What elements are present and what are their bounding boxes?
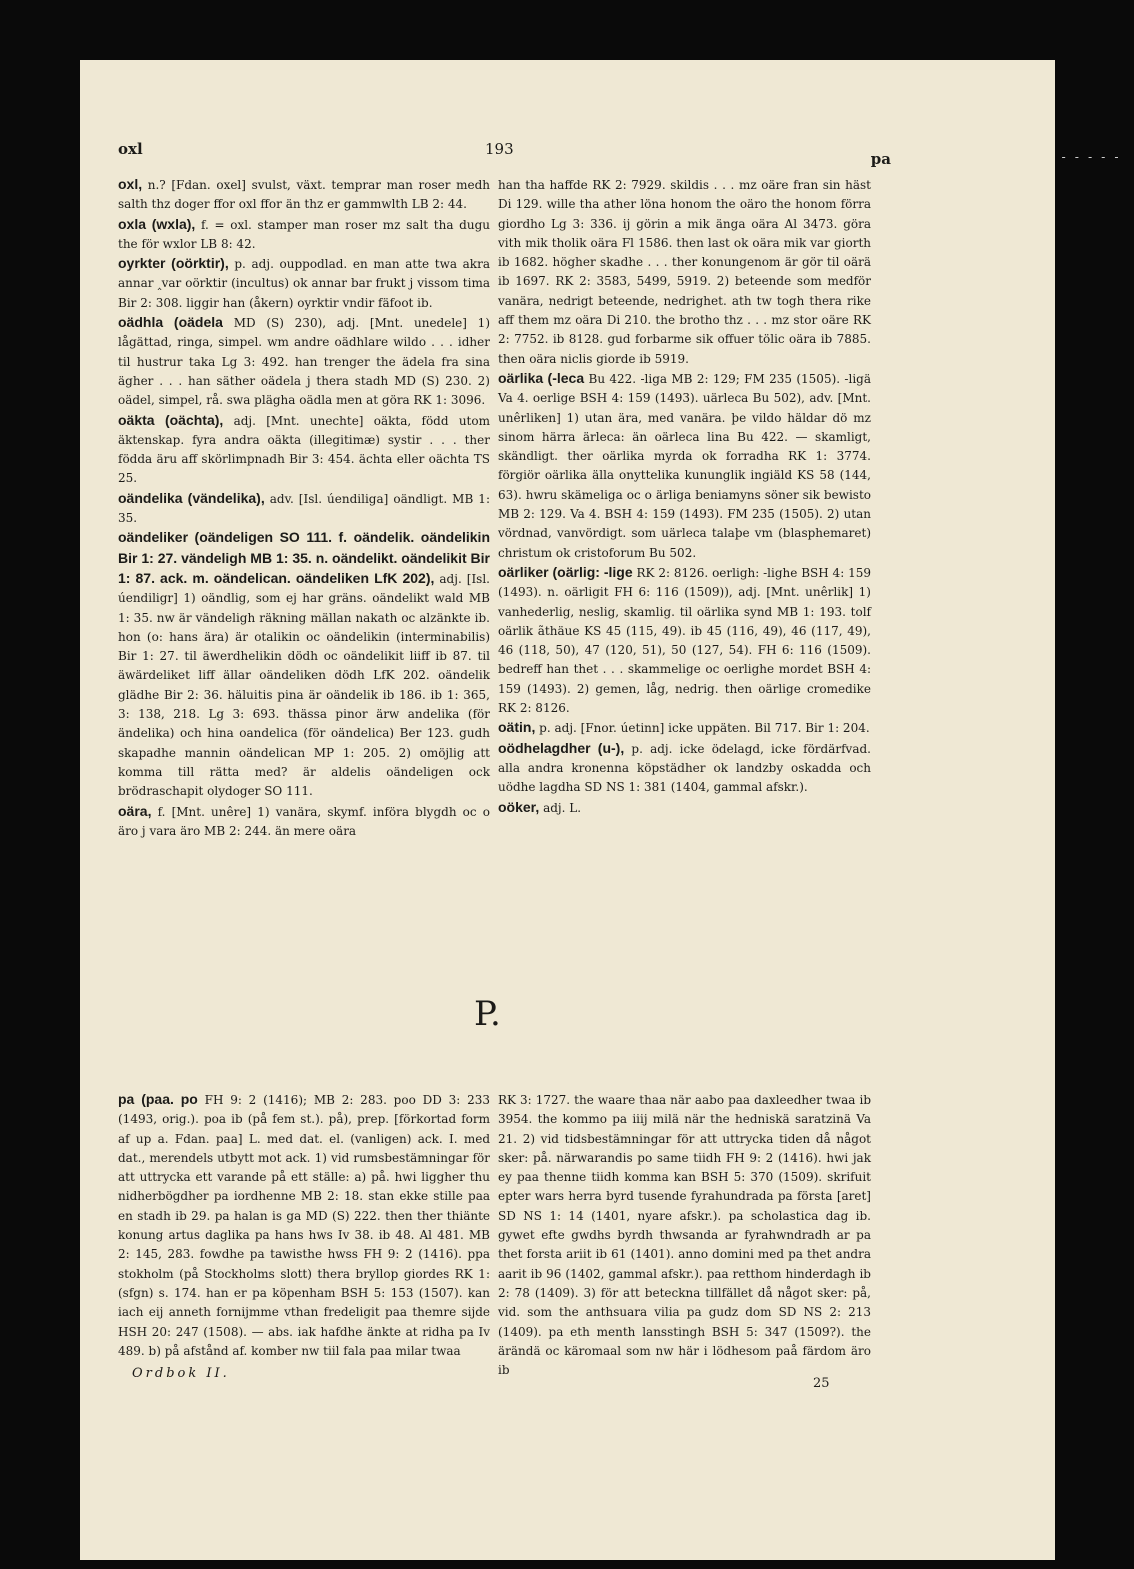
- entry-body: f. [Mnt. unêre] 1) vanära, skymf. införa blygdh oc o äro j vara äro MB 2: 244. än mere oära: [118, 804, 490, 838]
- dictionary-entry: [118, 175, 490, 215]
- dictionary-entry: [498, 563, 871, 718]
- headword: pa (paa. po: [118, 1091, 198, 1107]
- headword: oöker,: [498, 798, 540, 815]
- headword: oäkta (oächta),: [118, 411, 224, 428]
- dictionary-entry: [498, 369, 871, 563]
- dictionary-entry: [118, 489, 490, 529]
- headword: oändelika (vändelika),: [118, 489, 265, 506]
- entry-body: Bu 422. -liga MB 2: 129; FM 235 (1505). -ligä Va 4. oerlige BSH 4: 159 (1493). uärleca Bu 502), adv. [Mnt. unêrliken] 1) utan ära, med vanära. þe vildo häldar dö mz sinom härra ärleca: än oärleca lina Bu 422. — skamligt, skändligt. ther oärlika myrda ok forradha RK 1: 3774. förgiör oärlika älla onyttelika kununglik ingiäld KS 58 (144, 63). hwru skämeliga oc o ärliga beniamyns söner sik bewisto MB 2: 129. Va 4. BSH 4: 159 (1493). FM 235 (1505). 2) utan vördnad, vanvördigt. som uärleca talaþe vm (blasphemaret) christum ok cristoforum Bu 502.: [498, 371, 871, 560]
- signature-mark: Ordbok II.: [132, 1366, 230, 1381]
- headword: oödhelagdher (u-),: [498, 739, 625, 756]
- page-number: 193: [485, 140, 514, 158]
- dictionary-entry: [118, 254, 490, 313]
- header-right-catchword: pa: [870, 150, 891, 168]
- right-column: [498, 175, 871, 818]
- dictionary-entry: [118, 215, 490, 255]
- headword: oxla (wxla),: [118, 215, 196, 232]
- headword: oätin,: [498, 719, 536, 736]
- headword: oändeliker (oändeligen SO 111. f. oändelik. oändelikin Bir 1: 27. vändeligh MB 1: 35. n. oändelikt. oändelikit Bir 1: 87. ack. m. oändelican. oändeliken LfK 202),: [118, 529, 490, 586]
- headword: oärliker (oärlig: -lige: [498, 563, 633, 580]
- entry-body: f. = oxl. stamper man roser mz salt tha dugu the för wxlor LB 8: 42.: [118, 217, 490, 251]
- entry-body: adj. L.: [543, 800, 582, 815]
- entry-body: p. adj. [Fnor. úetinn] icke uppäten. Bil 717. Bir 1: 204.: [539, 721, 870, 736]
- dictionary-entry: [498, 798, 871, 818]
- entry-body: MD (S) 230), adj. [Mnt. unedele] 1) lågättad, ringa, simpel. wm andre oädhlare wildo . . . idher til hustrur taka Lg 3: 492. han trenger the ädela fra sina ägher . . . han säther oädela j thera stadh MD (S) 230. 2) oädel, simpel, rå. swa plägha oädla men at göra RK 1: 3096.: [118, 316, 490, 408]
- signature-number: 25: [813, 1376, 830, 1391]
- p-left-column: [118, 1090, 490, 1361]
- entry-body: han tha haffde RK 2: 7929. skildis . . . mz oäre fran sin häst Di 129. wille tha ather löna honom the oäro the honom förra giordho Lg 3: 336. ij görin a mik änga oära Al 3473. göra vith mik tholik oära Fl 1586. then lаst ok oära mik var giorth ib 1682. högher skadhe . . . ther konungenom är gör til oärä ib 1697. RK 2: 3583, 5499, 5919. 2) beteende som medför vanära, nedrigt beteende, nedrighet. ath tw togh thera rike aff them mz oära Di 210. the brotho thz . . . mz stor oäre RK 2: 7752. ib 8128. gud forbarme sik offuer tölic oära ib 7885. then oära niclis giorde ib 5919.: [498, 178, 871, 366]
- dictionary-page: [80, 60, 1055, 1560]
- entry-body: RK 2: 8126. oerligh: -lighe BSH 4: 159 (1493). n. oärligit FH 6: 116 (1509)), adj. [Mnt. unêrlik] 1) vanhederlig, neslig, skamlig. til oärlika synd MB 1: 193. tolf oärlik ãthäue KS 45 (115, 49). ib 45 (116, 49), 46 (117, 49), 46 (118, 50), 47 (120, 51), 50 (127, 54). FH 6: 116 (1509). bedreff han thet . . . skammelige oc oerlighe mordet BSH 4: 159 (1493). 2) gemen, låg, nedrig. then oärlige cromedike RK 2: 8126.: [498, 565, 871, 716]
- entry-body: RK 3: 1727. the waare thaa när aabo paa daxleedher twaa ib 3954. the kommo pa iiij milä när the hedniskä saratzinä Va 21. 2) vid tidsbestämningar för att uttrycka tiden då något sker: på. närwarandis po same tiidh FH 9: 2 (1416). hwi jak ey paa thenne tiidh komma kan BSH 5: 370 (1509). skrifuit epter wars herra byrd tusende fyrahundrada pa första [aret] SD NS 1: 14 (1401, nyare afskr.). pa scholastica dag ib. gywet efte gwdhs byrdh thwsanda ar fyrahwndradh ar pa thet forsta ariit ib 61 (1401). anno domini med pa thet andra aarit ib 96 (1402, gammal afskr.). paa retthom hinderdagh ib 2: 78 (1409). 3) för att beteckna tillfället då något sker: på, vid. som the anthsuara vilia pa gudz dom SD NS 2: 213 (1409). pa eth menth lansstingh BSH 5: 347 (1509?). the ärändä oc käromaal som nw här i lödhesom paå färdom äro ib: [498, 1093, 871, 1378]
- entry-body: adj. [Mnt. unechte] oäkta, född utom äktenskap. fyra andra oäkta (illegitimæ) systir . . . ther födda äru aff skörlimpnadh Bir 3: 454. ächta eller oächta TS 25.: [118, 413, 490, 486]
- dictionary-entry-continuation: [498, 1090, 871, 1380]
- dictionary-entry-continuation: [498, 175, 871, 369]
- dictionary-entry: [498, 739, 871, 798]
- p-right-column: [498, 1090, 871, 1380]
- entry-body: n.? [Fdan. oxel] svulst, växt. temprar man roser medh salth thz doger ffor oxl ffor än thz er gammwlth LB 2: 44.: [118, 178, 490, 212]
- running-header: [80, 140, 1055, 170]
- dictionary-entry: [118, 528, 490, 801]
- headword: oärlika (-leca: [498, 369, 585, 386]
- entry-body: adj. [Isl. úendiligr] 1) oändlig, som ej har gräns. oändelikt wald MB 1: 35. nw är vändeligh räkning mällan nakath oc alzänkte ib. hon (o: hans ära) är otalikin oc oändelikin (interminabilis) Bir 1: 27. til äwerdhelikin dödh oc oändelikit liiff ib 87. til äwärdeliket liff ällar oändeliken dödh LfK 202. oändelik glädhe Bir 2: 36. häluitis pina är oändelik ib 186. ib 1: 365, 3: 138, 218. Lg 3: 693. thässa pinor ärw andelika (för ändelika) och hina oandelica (för oändelica) Ber 123. gudh skapadhe mannin oändelican MP 1: 205. 2) omöjlig att komma till rätta med? är aldelis oändeligen ock brödraschapit olydoger SO 111.: [118, 571, 490, 799]
- entry-body: p. adj. ouppodlad. en man atte twa akra annar ‸var oörktir (incultus) ok annar bar frukt j vissom tima Bir 2: 308. liggir han (åkern) oyrktir vndir fäfoot ib.: [118, 257, 490, 310]
- dictionary-entry: [498, 718, 871, 738]
- dictionary-entry: [118, 411, 490, 489]
- section-letter: P.: [474, 994, 501, 1034]
- dictionary-entry: [118, 313, 490, 410]
- dictionary-entry: [118, 802, 490, 842]
- dictionary-entry: [118, 1090, 490, 1361]
- left-column: [118, 175, 490, 841]
- entry-body: FH 9: 2 (1416); MB 2: 283. poo DD 3: 233 (1493, orig.). poa ib (på fem st.). på), prep. [förkortad form af up a. Fdan. paa] L. med dat. el. (vanligen) ack. I. med dat., merendels utbytt mot ack. 1) vid rumsbestämningar för att uttrycka ett varande på ett ställe: a) på. hwi liggher thu nidherbögdher pa iordhenne MB 2: 18. stan ekke stille paa en stadh ib 29. pa halan is ga MD (S) 222. then ther thiänte konung artus daglika pa hans hws Iv 38. ib 48. Al 481. MB 2: 145, 283. fowdhe pa tawisthe hwss FH 9: 2 (1416). ppa stokholm (på Stockholms slott) thera bryllop giordes RK 1: (sfgn) s. 174. han er pa köpenham BSH 5: 153 (1507). kan iach eij anneth fornijmme vthan fredeligit paa themre sijde HSH 20: 247 (1508). — abs. iak hafdhe änkte at ridha pa Iv 489. b) på afstånd af. komber nw tiil fala paa milar twaa: [118, 1093, 490, 1358]
- headword: oyrkter (oörktir),: [118, 255, 229, 272]
- entry-body: p. adj. icke ödelagd, icke fördärfvad. alla andra kronenna köpstädher ok landzby oskadda och uödhe lagdha SD NS 1: 381 (1404, gammal afskr.).: [498, 741, 871, 795]
- headword: oxl,: [118, 176, 143, 192]
- headword: oära,: [118, 802, 152, 819]
- header-left-catchword: oxl: [118, 140, 143, 158]
- headword: oädhla (oädela: [118, 314, 223, 331]
- entry-body: adv. [Isl. úendiliga] oändligt. MB 1: 35.: [118, 491, 490, 526]
- margin-dashes: -----: [1060, 150, 1127, 164]
